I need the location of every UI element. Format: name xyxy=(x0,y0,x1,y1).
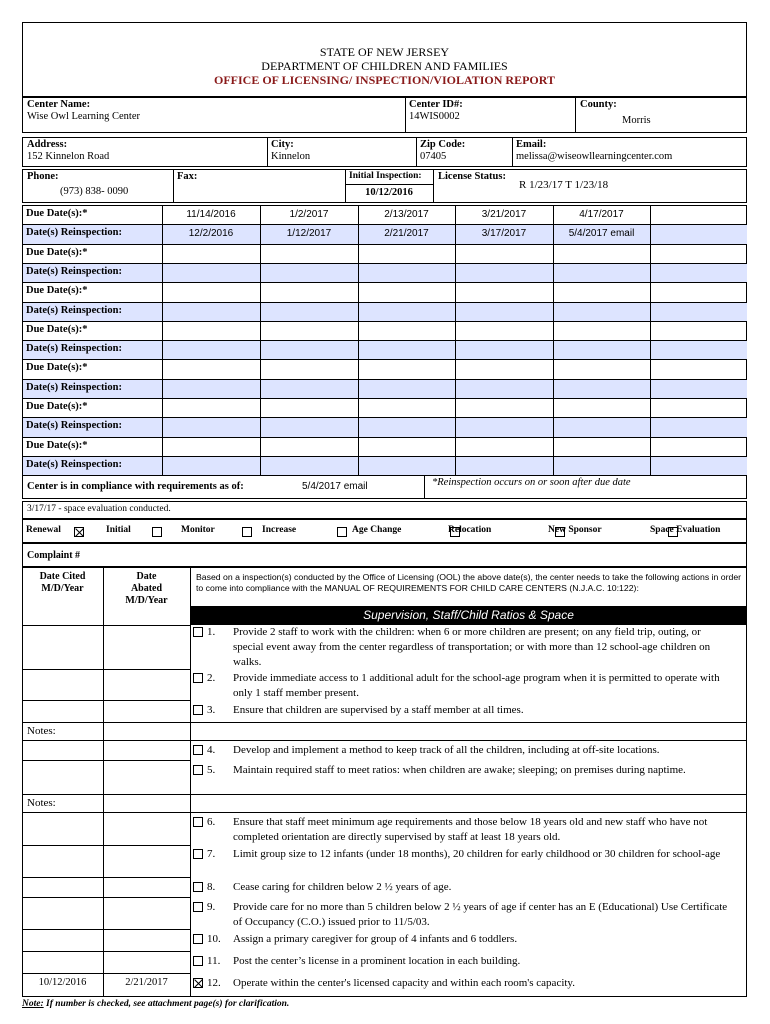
reinspection-label: Date(s) Reinspection: xyxy=(26,420,122,432)
action-item-number: 3. xyxy=(207,704,216,716)
due-date: 2/13/2017 xyxy=(384,209,429,220)
due-date-label: Due Date(s):* xyxy=(26,362,88,374)
type-initial-label: Initial xyxy=(106,525,131,535)
compliance-label: Center is in compliance with requirements as of: xyxy=(27,481,244,492)
reinspection-label: Date(s) Reinspection: xyxy=(26,227,122,239)
action-item-text: Provide immediate access to 1 additional adult for the school-age program when it is permitted to operate with only 1 staff member present. xyxy=(233,672,720,699)
county-label: County: xyxy=(580,99,617,110)
report-title: OFFICE OF LICENSING/ INSPECTION/VIOLATION REPORT xyxy=(214,73,555,87)
action-item-checkbox[interactable] xyxy=(193,978,203,988)
center-name-label: Center Name: xyxy=(27,99,91,110)
due-date-label: Due Date(s):* xyxy=(26,439,88,451)
due-date: 3/21/2017 xyxy=(481,209,527,220)
section-title: Supervision, Staff/Child Ratios & Space xyxy=(363,608,574,622)
reinspection-date: 5/4/2017 email xyxy=(568,228,635,240)
complaint-label: Complaint # xyxy=(27,550,81,561)
action-item-text: Develop and implement a method to keep track of all the children, including at off-site locations. xyxy=(233,744,660,756)
action-item-number: 4. xyxy=(207,744,216,756)
notes-label-1: Notes: xyxy=(27,725,56,737)
type-increase-checkbox[interactable] xyxy=(337,527,347,537)
action-item-checkbox[interactable] xyxy=(193,934,203,944)
type-monitor-checkbox[interactable] xyxy=(242,527,252,537)
action-item-number: 9. xyxy=(207,901,216,913)
action-item-text: Ensure that staff meet minimum age requirements and those below 18 years old and new staff who have not completed orientation are directly supervised by staff at least 18 years old. xyxy=(233,816,708,843)
type-relocation-label: Relocation xyxy=(448,525,492,535)
center-name: Wise Owl Learning Center xyxy=(27,111,140,122)
action-item-checkbox[interactable] xyxy=(193,882,203,892)
type-space-evaluation-label: Space Evaluation xyxy=(650,525,721,535)
footer-note xyxy=(22,999,289,1009)
state-line: STATE OF NEW JERSEY xyxy=(319,45,450,59)
due-date: 4/17/2017 xyxy=(579,209,624,220)
action-item-checkbox[interactable] xyxy=(193,902,203,912)
action-item-number: 1. xyxy=(207,626,216,638)
license-status: R 1/23/17 T 1/23/18 xyxy=(519,179,609,191)
complaint-row xyxy=(22,543,747,567)
type-monitor-label: Monitor xyxy=(181,525,215,535)
action-item-text: Operate within the center's licensed capacity and within each room's capacity. xyxy=(233,977,575,989)
footer-note-label: Note: xyxy=(22,999,44,1009)
action-item-number: 2. xyxy=(207,672,216,684)
footer-note-text: If number is checked, see attachment page(s) for clarification. xyxy=(43,999,290,1009)
initial-inspection-label: Initial Inspection: xyxy=(349,171,422,181)
type-age-change-label: Age Change xyxy=(352,525,402,535)
action-item-text: Cease caring for children below 2 ½ years of age. xyxy=(233,881,452,893)
license-status-label: License Status: xyxy=(438,171,506,182)
reinspection-date: 2/21/2017 xyxy=(384,228,429,240)
item12-date-abated: 2/21/2017 xyxy=(125,977,168,988)
reinspection-note: *Reinspection occurs on or soon after due date xyxy=(432,477,631,488)
fax-label: Fax: xyxy=(177,171,198,182)
section-header xyxy=(190,606,747,625)
type-initial-checkbox[interactable] xyxy=(152,527,162,537)
reinspection-date: 12/2/2016 xyxy=(188,228,234,240)
action-item-number: 12. xyxy=(207,977,221,989)
action-item-number: 11. xyxy=(207,955,221,967)
email-label: Email: xyxy=(516,139,547,150)
phone-label: Phone: xyxy=(27,171,59,182)
zip: 07405 xyxy=(420,151,447,162)
action-item-checkbox[interactable] xyxy=(193,849,203,859)
action-item-number: 8. xyxy=(207,881,216,893)
item12-date-cited: 10/12/2016 xyxy=(38,977,87,988)
address-label: Address: xyxy=(27,139,68,150)
action-item-text: Provide care for no more than 5 children below 2 ½ years of age if center has an E (Educational) Use Certificate of Occupancy (C.O.) issued prior to 11/5/03. xyxy=(233,901,728,928)
type-renewal-checkbox[interactable] xyxy=(74,527,84,537)
due-date: 11/14/2016 xyxy=(186,209,236,220)
action-item-text: Provide 2 staff to work with the children: when 6 or more children are present; on any field trip, outing, or special event away from the center regardless of transportation; or with more than 12 school-age children on walks. xyxy=(233,626,711,668)
instructions-text: Based on a inspection(s) conducted by the Office of Licensing (OOL) the above date(s), the center needs to take the following actions in order to come into compliance with the MANUAL OF REQUIREMENTS FOR CHILD CARE CENTERS (N.J.A.C. 10:122): xyxy=(196,572,742,593)
action-item-checkbox[interactable] xyxy=(193,673,203,683)
date-abated-header xyxy=(103,571,190,607)
due-date-label: Due Date(s):* xyxy=(26,401,88,412)
type-new-sponsor-label: New Sponsor xyxy=(548,525,602,535)
action-item-text: Maintain required staff to meet ratios: when children are awake; sleeping; on premises during naptime. xyxy=(233,764,686,776)
action-item-number: 10. xyxy=(207,933,221,945)
action-item-text: Post the center’s license in a prominent location in each building. xyxy=(233,955,521,967)
type-renewal-label: Renewal xyxy=(26,525,61,535)
due-date-label: Due Date(s):* xyxy=(26,246,88,258)
date-cited-label: Date Cited M/D/Year xyxy=(39,571,86,594)
reinspection-date: 1/12/2017 xyxy=(286,228,332,240)
county: Morris xyxy=(622,115,651,126)
comment: 3/17/17 - space evaluation conducted. xyxy=(27,504,171,514)
department-line: DEPARTMENT OF CHILDREN AND FAMILIES xyxy=(261,59,508,73)
zip-label: Zip Code: xyxy=(420,139,466,150)
action-item-text: Assign a primary caregiver for group of 4 infants and 6 toddlers. xyxy=(233,933,518,945)
action-item-checkbox[interactable] xyxy=(193,745,203,755)
city-label: City: xyxy=(271,139,294,150)
due-date: 1/2/2017 xyxy=(289,209,329,220)
action-item-number: 7. xyxy=(207,848,216,860)
address: 152 Kinnelon Road xyxy=(27,151,110,162)
reinspection-label: Date(s) Reinspection: xyxy=(26,304,122,316)
center-id-label: Center ID#: xyxy=(409,99,463,110)
action-item-checkbox[interactable] xyxy=(193,765,203,775)
due-date-label: Due Date(s):* xyxy=(26,208,88,219)
action-item-text: Limit group size to 12 infants (under 18 months), 20 children for early childhood or 30 children for school-age xyxy=(233,848,721,860)
initial-inspection: 10/12/2016 xyxy=(365,187,413,198)
action-item-checkbox[interactable] xyxy=(193,705,203,715)
phone: (973) 838- 0090 xyxy=(60,186,129,197)
compliance-date: 5/4/2017 email xyxy=(302,481,368,492)
reinspection-label: Date(s) Reinspection: xyxy=(26,265,122,277)
action-item-number: 5. xyxy=(207,764,216,776)
notes-label-2: Notes: xyxy=(27,797,56,809)
header-title xyxy=(22,45,747,87)
action-item-checkbox[interactable] xyxy=(193,817,203,827)
reinspection-label: Date(s) Reinspection: xyxy=(26,343,122,355)
action-item-text: Ensure that children are supervised by a staff member at all times. xyxy=(233,704,524,716)
email: melissa@wiseowllearningcenter.com xyxy=(516,151,673,162)
action-item-checkbox[interactable] xyxy=(193,627,203,637)
center-id: 14WIS0002 xyxy=(409,111,460,122)
reinspection-label: Date(s) Reinspection: xyxy=(26,381,122,393)
date-abated-label: Date Abated M/D/Year xyxy=(125,571,168,606)
city: Kinnelon xyxy=(271,151,311,162)
action-item-number: 6. xyxy=(207,816,216,828)
due-date-label: Due Date(s):* xyxy=(26,285,88,297)
reinspection-label: Date(s) Reinspection: xyxy=(26,458,122,470)
reinspection-date: 3/17/2017 xyxy=(481,228,527,240)
type-increase-label: Increase xyxy=(262,525,297,535)
action-item-checkbox[interactable] xyxy=(193,956,203,966)
date-cited-header xyxy=(22,571,103,595)
due-date-label: Due Date(s):* xyxy=(26,323,88,335)
